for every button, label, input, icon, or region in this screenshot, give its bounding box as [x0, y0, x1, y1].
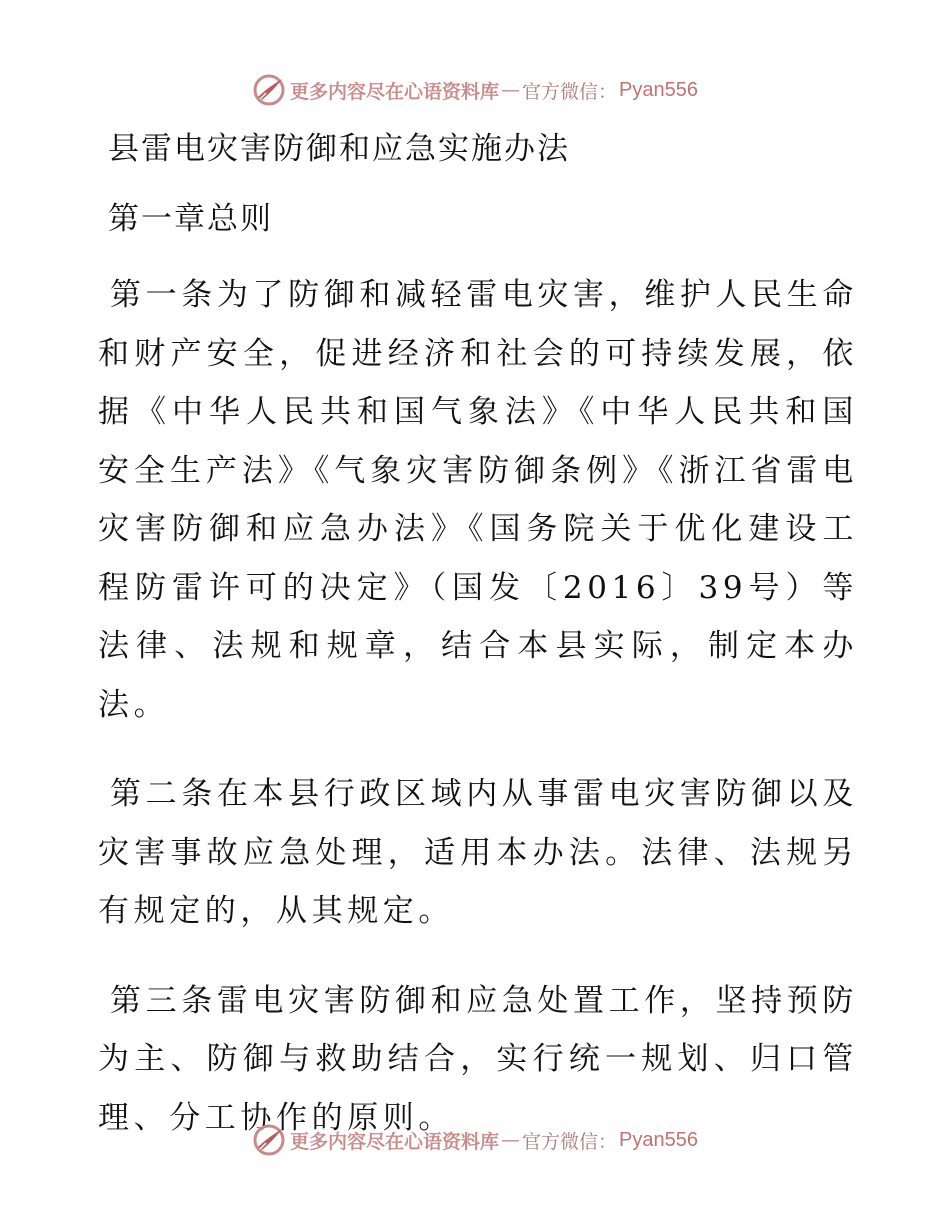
banner-separator: — — [501, 79, 521, 101]
article-3: 第三条雷电灾害防御和应急处置工作，坚持预防为主、防御与救助结合，实行统一规划、归口管理、分工协作的原则。 — [98, 982, 858, 1136]
banner-slogan: 更多内容尽在心语资料库 — [290, 1130, 500, 1153]
banner-separator: — — [501, 1129, 521, 1151]
article-2: 第二条在本县行政区域内从事雷电灾害防御以及灾害事故应急处理，适用本办法。法律、法规另有规定的，从其规定。 — [98, 776, 858, 929]
header-watermark-banner — [0, 68, 950, 112]
quill-pen-logo-icon — [252, 73, 286, 107]
document-body — [98, 122, 858, 1178]
article-1: 第一条为了防御和减轻雷电灾害，维护人民生命和财产安全，促进经济和社会的可持续发展，依据《中华人民共和国气象法》《中华人民共和国安全生产法》《气象灾害防御条例》《浙江省雷电灾害防御和应急办法》《国务院关于优化建设工程防雷许可的决定》（国发〔2016〕39号）等法律、法规和规章，结合本县实际，制定本办法。 — [98, 277, 858, 723]
banner-wechat-id: Pyan556 — [619, 78, 698, 101]
chapter-heading: 第一章总则 — [108, 201, 273, 237]
banner-label: 官方微信： — [522, 1130, 618, 1153]
quill-pen-logo-icon — [252, 1123, 286, 1157]
banner-label: 官方微信： — [522, 80, 618, 103]
banner-wechat-id: Pyan556 — [619, 1128, 698, 1151]
footer-watermark-banner — [0, 1118, 950, 1162]
document-title: 县雷电灾害防御和应急实施办法 — [108, 131, 570, 167]
banner-slogan: 更多内容尽在心语资料库 — [290, 80, 500, 103]
